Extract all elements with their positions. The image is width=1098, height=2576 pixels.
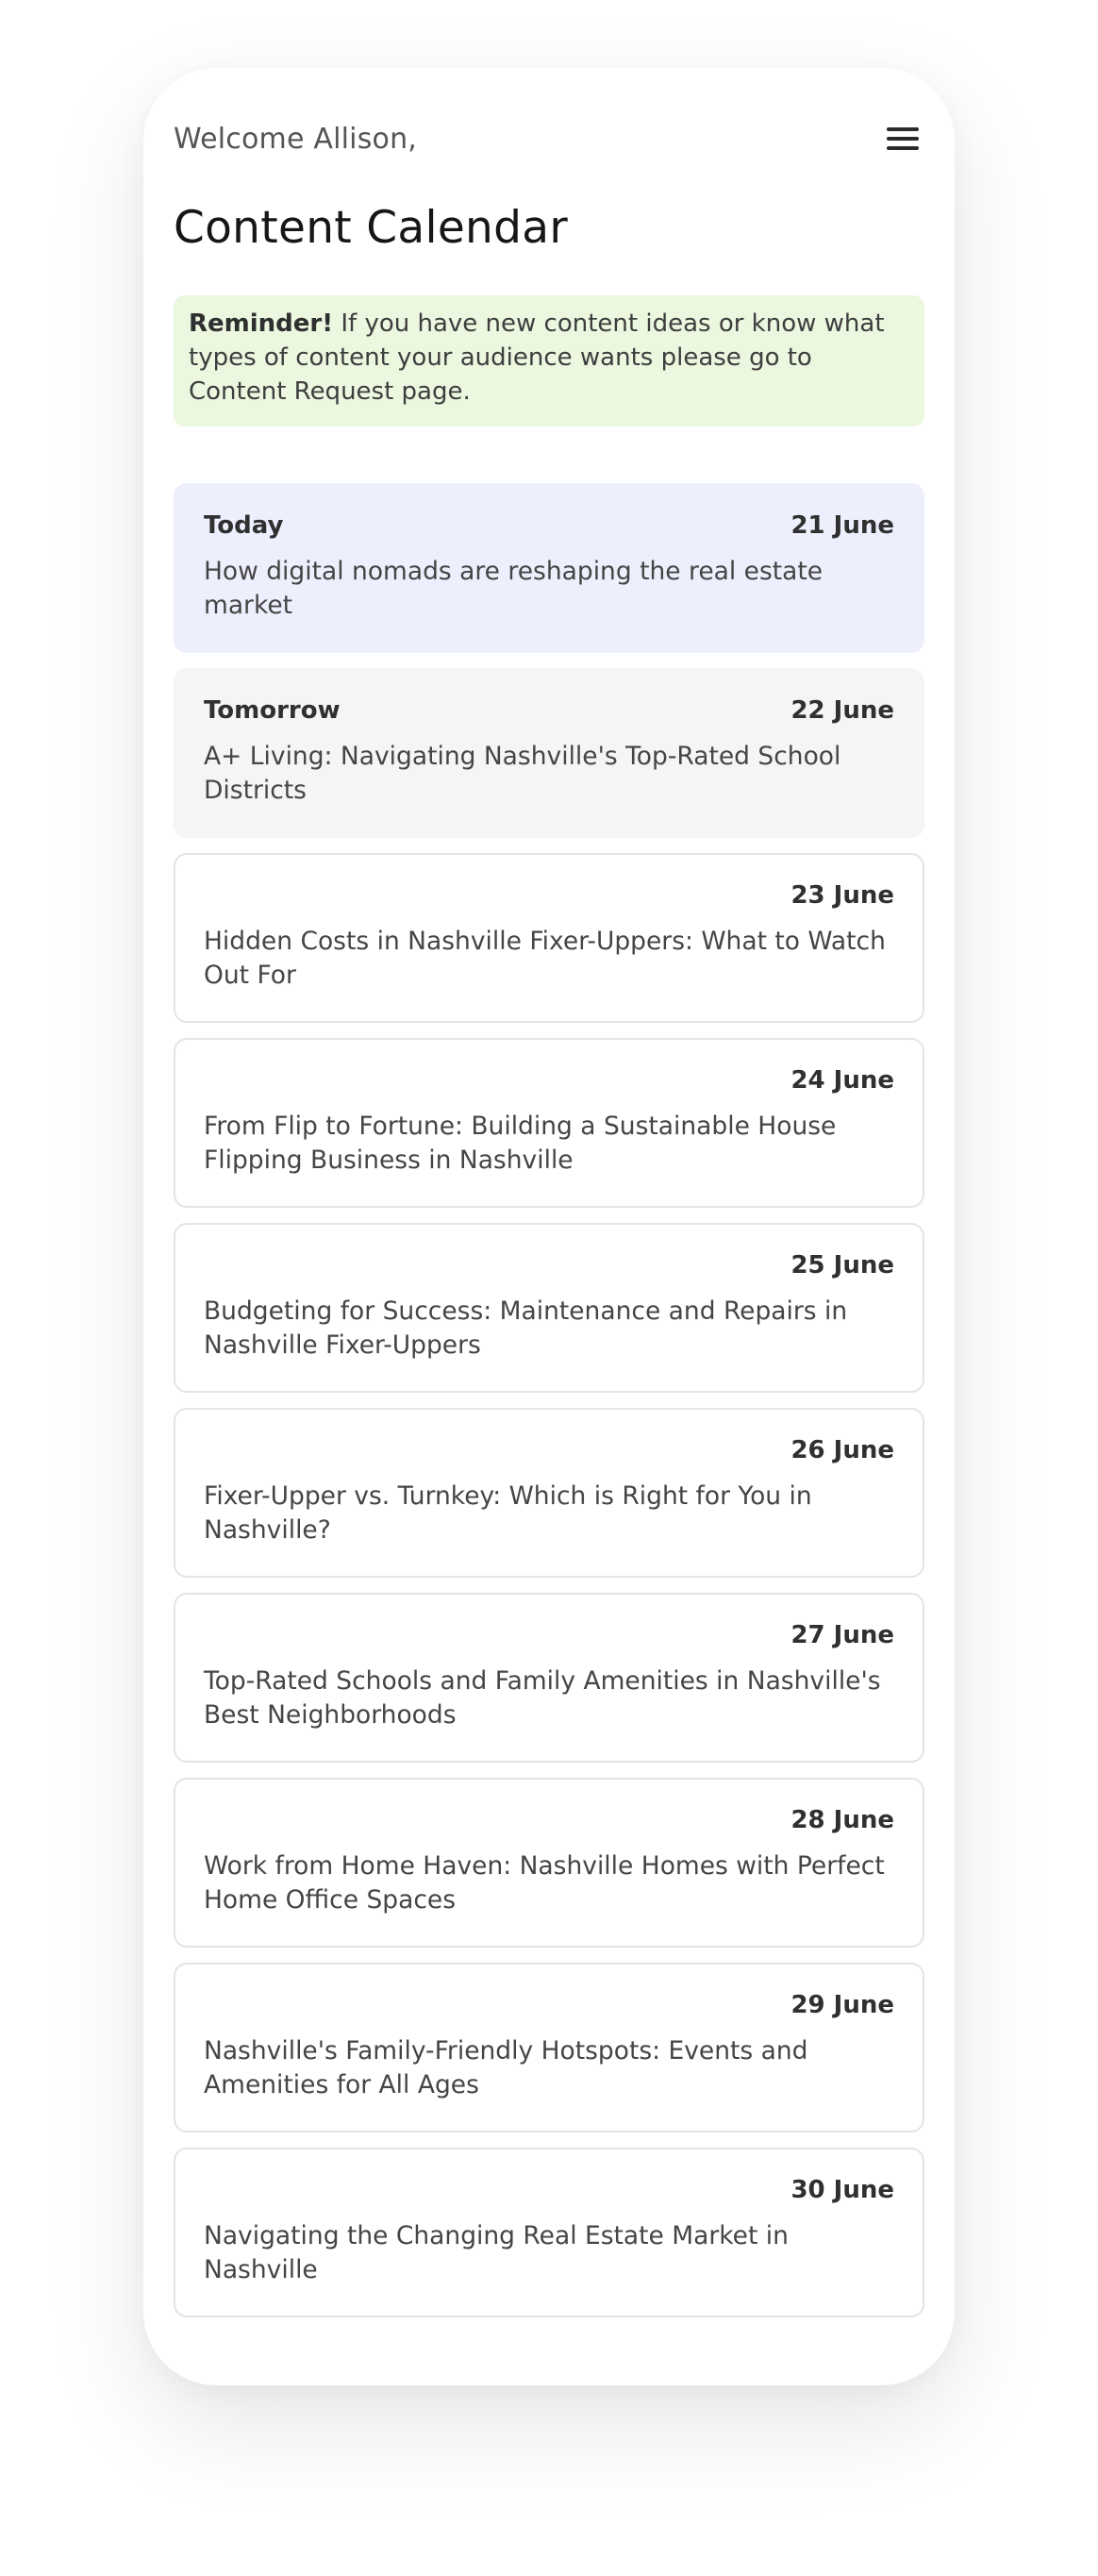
calendar-card[interactable] [174, 1593, 924, 1763]
calendar-card[interactable] [174, 1408, 924, 1578]
card-title: Top-Rated Schools and Family Amenities in Nashville's Best Neighborhoods [204, 1666, 881, 1730]
menu-bar [887, 146, 919, 150]
card-title: Navigating the Changing Real Estate Market in Nashville [204, 2221, 789, 2284]
content-calendar-list [174, 483, 924, 2333]
phone-frame [143, 68, 955, 2385]
card-title: A+ Living: Navigating Nashville's Top-Rated School Districts [204, 742, 841, 805]
card-date: 24 June [790, 1066, 894, 1095]
card-date: 27 June [790, 1621, 894, 1649]
welcome-text: Welcome Allison, [174, 123, 418, 156]
page-title: Content Calendar [174, 202, 569, 254]
card-date: 28 June [790, 1806, 894, 1834]
card-title: From Flip to Fortune: Building a Sustainable House Flipping Business in Nashville [204, 1112, 837, 1175]
calendar-card-tomorrow[interactable] [174, 668, 924, 838]
card-day-label: Tomorrow [204, 696, 341, 725]
hamburger-menu-icon[interactable] [885, 123, 921, 157]
card-day-label: Today [204, 511, 284, 540]
calendar-card[interactable] [174, 1038, 924, 1208]
reminder-text: If you have new content ideas or know what types of content your audience wants please go to Content Request page. [189, 309, 885, 406]
calendar-card[interactable] [174, 853, 924, 1023]
calendar-card[interactable] [174, 1223, 924, 1393]
reminder-label: Reminder! [189, 309, 334, 338]
menu-bar [887, 127, 919, 131]
calendar-card[interactable] [174, 1963, 924, 2133]
header [174, 119, 924, 160]
calendar-card[interactable] [174, 2148, 924, 2317]
card-date: 22 June [790, 696, 894, 725]
card-title: Hidden Costs in Nashville Fixer-Uppers: What to Watch Out For [204, 927, 886, 990]
card-title: Budgeting for Success: Maintenance and Repairs in Nashville Fixer-Uppers [204, 1296, 848, 1360]
reminder-banner [174, 295, 924, 427]
card-date: 30 June [790, 2176, 894, 2204]
card-title: How digital nomads are reshaping the real estate market [204, 557, 824, 620]
card-date: 23 June [790, 881, 894, 910]
card-title: Work from Home Haven: Nashville Homes with Perfect Home Office Spaces [204, 1851, 885, 1915]
calendar-card-today[interactable] [174, 483, 924, 653]
card-title: Nashville's Family-Friendly Hotspots: Events and Amenities for All Ages [204, 2036, 808, 2099]
calendar-card[interactable] [174, 1778, 924, 1948]
card-date: 26 June [790, 1436, 894, 1464]
card-date: 25 June [790, 1251, 894, 1280]
card-title: Fixer-Upper vs. Turnkey: Which is Right for You in Nashville? [204, 1481, 812, 1545]
card-date: 29 June [790, 1991, 894, 2019]
menu-bar [887, 137, 919, 141]
card-date: 21 June [790, 511, 894, 540]
